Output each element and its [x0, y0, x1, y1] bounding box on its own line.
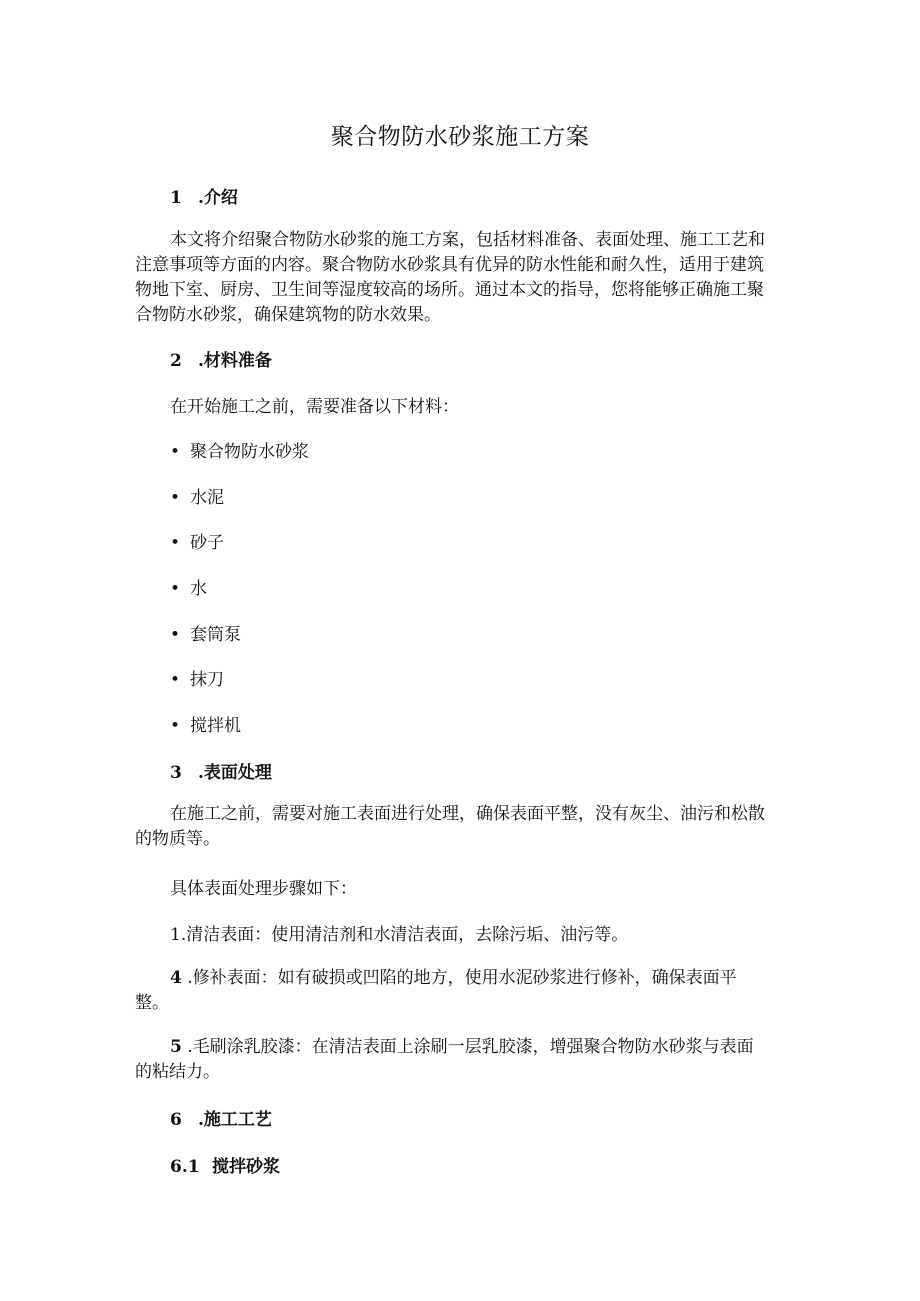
- subsection-heading-mixing: [170, 1152, 280, 1177]
- surface-paragraph: 在施工之前，需要对施工表面进行处理，确保表面平整，没有灰尘、油污和松散的物质等。: [135, 804, 765, 849]
- section-heading-process: [170, 1105, 272, 1130]
- steps-intro: 具体表面处理步骤如下：: [170, 879, 357, 899]
- section-heading-intro: [170, 183, 238, 208]
- document-title: 聚合物防水砂浆施工方案: [330, 124, 590, 150]
- section-title: .介绍: [198, 188, 238, 208]
- subsection-number: 6.1: [170, 1157, 200, 1177]
- step-1: 1.清洁表面：使用清洁剂和水清洁表面，去除污垢、油污等。: [170, 925, 629, 945]
- section-heading-materials: [170, 346, 272, 371]
- material-item: • 抹刀: [170, 670, 224, 690]
- section-number: 3: [170, 763, 182, 783]
- material-item: • 水泥: [170, 488, 224, 508]
- materials-intro: 在开始施工之前，需要准备以下材料：: [170, 397, 459, 417]
- step-4: 4 .修补表面：如有破损或凹陷的地方，使用水泥砂浆进行修补，确保表面平整。: [135, 968, 737, 1013]
- intro-text: 本文将介绍聚合物防水砂浆的施工方案，包括材料准备、表面处理、施工工艺和注意事项等方面的内容。聚合物防水砂浆具有优异的防水性能和耐久性，适用于建筑物地下室、厨房、卫生间等湿度较高的场所。通过本文的指导，您将能够正确施工聚合物防水砂浆，确保建筑物的防水效果。: [135, 230, 765, 325]
- material-item: • 套筒泵: [170, 625, 241, 645]
- section-heading-surface: [170, 758, 272, 783]
- subsection-title: 搅拌砂浆: [212, 1157, 280, 1177]
- section-title: .表面处理: [198, 763, 272, 783]
- material-item: • 水: [170, 579, 207, 599]
- material-item: • 聚合物防水砂浆: [170, 442, 309, 462]
- intro-paragraph: [135, 228, 765, 328]
- material-item: • 砂子: [170, 533, 224, 553]
- material-item: • 搅拌机: [170, 716, 241, 736]
- step-5: 5 .毛刷涂乳胶漆：在清洁表面上涂刷一层乳胶漆，增强聚合物防水砂浆与表面的粘结力。: [135, 1037, 754, 1082]
- section-title: .施工工艺: [198, 1110, 272, 1130]
- section-title: .材料准备: [198, 351, 272, 371]
- section-number: 6: [170, 1110, 182, 1130]
- section-number: 1: [170, 188, 182, 208]
- section-number: 2: [170, 351, 182, 371]
